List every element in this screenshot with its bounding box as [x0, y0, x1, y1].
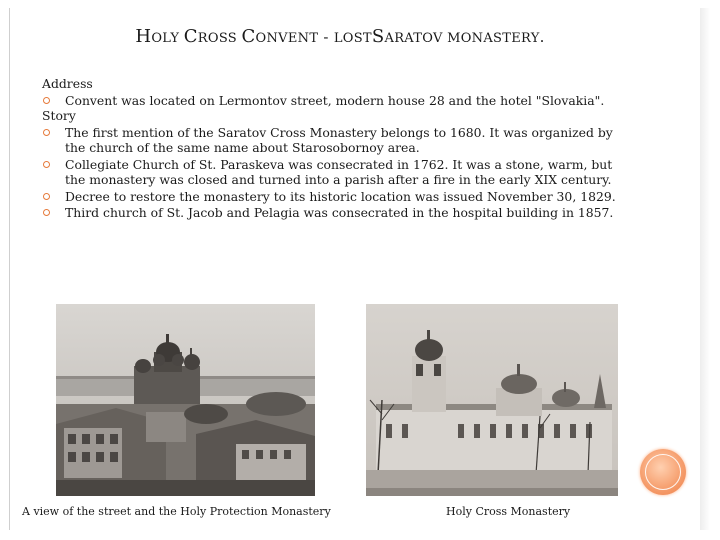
story-item-text: Decree to restore the monastery to its historic location was issued November 30, 1829.	[65, 188, 616, 204]
title-text: ONVENT	[255, 31, 319, 46]
street-view-caption: A view of the street and the Holy Protection Monastery	[22, 505, 331, 518]
title-text: OLY	[151, 31, 184, 46]
title-initial: C	[183, 26, 198, 47]
decorative-ring	[645, 454, 681, 490]
bullet-circle-icon	[43, 209, 50, 216]
bullet-circle-icon	[43, 161, 50, 168]
address-item-text: Convent was located on Lermontov street, modern house 28 and the hotel "Slovakia".	[65, 92, 605, 108]
title-initial: S	[371, 26, 385, 47]
holy-cross-monastery-image	[366, 304, 618, 496]
story-item-text: The first mention of the Saratov Cross Monastery belongs to 1680. It was organized by the church of the same name about Starosobornoy area.	[65, 124, 613, 155]
slide-frame-shadow	[700, 8, 710, 530]
story-item	[42, 125, 617, 156]
slide-body	[42, 76, 617, 221]
street-view-photo	[56, 304, 315, 496]
title-text: LOST	[333, 31, 372, 46]
address-item	[42, 93, 617, 109]
title-separator: -	[318, 28, 334, 46]
bullet-circle-icon	[43, 129, 50, 136]
bullet-circle-icon	[43, 193, 50, 200]
title-period: .	[539, 28, 545, 46]
title-text: ARATOV MONASTERY	[384, 31, 540, 46]
story-heading: Story	[42, 108, 76, 123]
decorative-orange-circle-icon	[640, 449, 686, 495]
street-view-image	[56, 304, 315, 496]
monastery-caption: Holy Cross Monastery	[446, 505, 571, 518]
story-item	[42, 205, 617, 221]
title-text: ROSS	[197, 31, 242, 46]
slide-title	[40, 26, 640, 47]
story-item-text: Third church of St. Jacob and Pelagia was consecrated in the hospital building in 1857.	[65, 205, 614, 220]
story-item	[42, 189, 617, 205]
holy-cross-monastery-photo	[366, 304, 618, 496]
address-heading: Address	[42, 76, 93, 91]
bullet-circle-icon	[43, 97, 50, 104]
title-initial: H	[135, 26, 152, 47]
title-initial: C	[241, 26, 256, 47]
story-item-text: Collegiate Church of St. Paraskeva was consecrated in 1762. It was a stone, warm, but the monastery was closed and turned into a parish after a fire in the early XIX century.	[65, 156, 613, 187]
story-item	[42, 157, 617, 188]
